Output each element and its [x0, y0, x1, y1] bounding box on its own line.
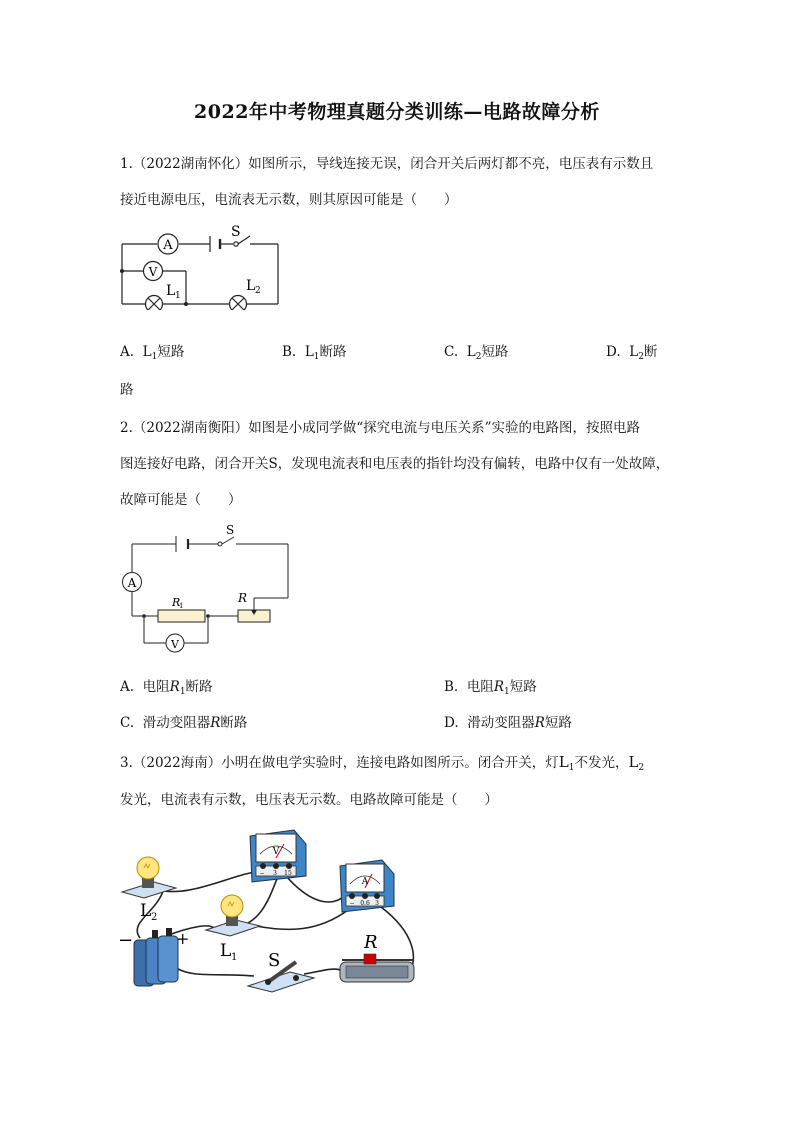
q2-stem-line2: 图连接好电路，闭合开关S，发现电流表和电压表的指针均没有偏转，电路中仅有一处故障，: [120, 456, 670, 472]
q1-option-c[interactable]: C. $L_2$短路: [444, 344, 509, 362]
q3-ammeter-term-neg: −: [349, 900, 355, 907]
page-title: 2022年中考物理真题分类训练—电路故障分析: [194, 101, 600, 123]
q3-battery: [118, 928, 189, 986]
q2-option-a[interactable]: A. 电阻$R_1$断路: [120, 679, 213, 697]
q1-circuit-diagram: [112, 222, 284, 310]
q1-switch-label: S: [231, 224, 241, 240]
q3-lamp1: [206, 895, 260, 963]
q3-circuit-picture: [118, 822, 428, 1000]
q1-stem-line1: 1.（2022湖南怀化）如图所示，导线连接无误，闭合开关后两灯都不亮，电压表有示数且: [120, 156, 654, 172]
q2-ammeter-label: A: [127, 576, 137, 590]
q2-option-d[interactable]: D. 滑动变阻器R短路: [444, 715, 572, 731]
q3-rheostat: [340, 932, 414, 982]
q2-stem-line1: 2.（2022湖南衡阳）如图是小成同学做“探究电流与电压关系”实验的电路图，按照电路: [120, 420, 641, 436]
q2-voltmeter-label: V: [171, 638, 179, 651]
q1-option-d-wrap: 路: [120, 382, 134, 398]
q3-lamp1-label: L: [220, 941, 232, 961]
q3-rheostat-label: R: [364, 932, 378, 953]
q1-option-a[interactable]: A. $L_1$短路: [120, 344, 185, 362]
q3-voltmeter-label: V: [272, 847, 280, 857]
q3-ammeter-term-3: 3: [375, 900, 379, 907]
q3-voltmeter-term-neg: −: [259, 870, 265, 877]
q3-switch-label: S: [268, 950, 281, 971]
q3-lamp2-sub: 2: [151, 912, 158, 923]
q1-lamp2-sub: 2: [255, 286, 261, 296]
q3-ammeter: [340, 860, 394, 912]
q3-battery-neg: −: [118, 930, 134, 951]
q1-option-d[interactable]: D. $L_2$断: [606, 344, 658, 362]
q2-option-b[interactable]: B. 电阻$R_1$短路: [444, 679, 537, 697]
q1-ammeter-label: A: [163, 238, 173, 253]
q1-lamp2-label: L: [246, 278, 256, 294]
q3-voltmeter-term-15: 15: [284, 870, 292, 877]
q2-option-c[interactable]: C. 滑动变阻器R断路: [120, 715, 248, 731]
q1-stem-line2: 接近电源电压，电流表无示数，则其原因可能是（ ）: [120, 192, 458, 208]
q3-stem-line1: 3.（2022海南）小明在做电学实验时，连接电路如图所示。闭合开关，灯$L_1$不发光，$L_2$: [120, 753, 645, 773]
q3-lamp1-sub: 1: [231, 952, 238, 963]
q3-ammeter-label: A: [361, 877, 369, 887]
q2-stem-line3: 故障可能是（ ）: [120, 492, 242, 508]
q2-switch-label: S: [226, 523, 235, 537]
q3-stem-line2: 发光，电流表有示数，电压表无示数。电路故障可能是（ ）: [120, 792, 498, 808]
q1-lamp1-label: L: [166, 283, 176, 299]
q2-r-label: R: [238, 591, 248, 605]
q3-lamp2-label: L: [140, 901, 152, 921]
q3-voltmeter-term-3: 3: [273, 870, 277, 877]
q2-r1-label: R: [172, 596, 181, 609]
q2-circuit-diagram: [114, 520, 296, 658]
q3-lamp2: [122, 857, 176, 923]
q1-option-b[interactable]: B. $L_1$断路: [282, 344, 347, 362]
q3-switch: [248, 950, 314, 992]
q2-r1-sub: 1: [179, 602, 184, 610]
q3-battery-pos: +: [176, 929, 190, 948]
q1-lamp1-sub: 1: [175, 291, 181, 301]
q3-voltmeter: [250, 830, 306, 882]
q1-voltmeter-label: V: [148, 265, 158, 279]
q3-ammeter-term-06: 0.6: [360, 900, 370, 907]
